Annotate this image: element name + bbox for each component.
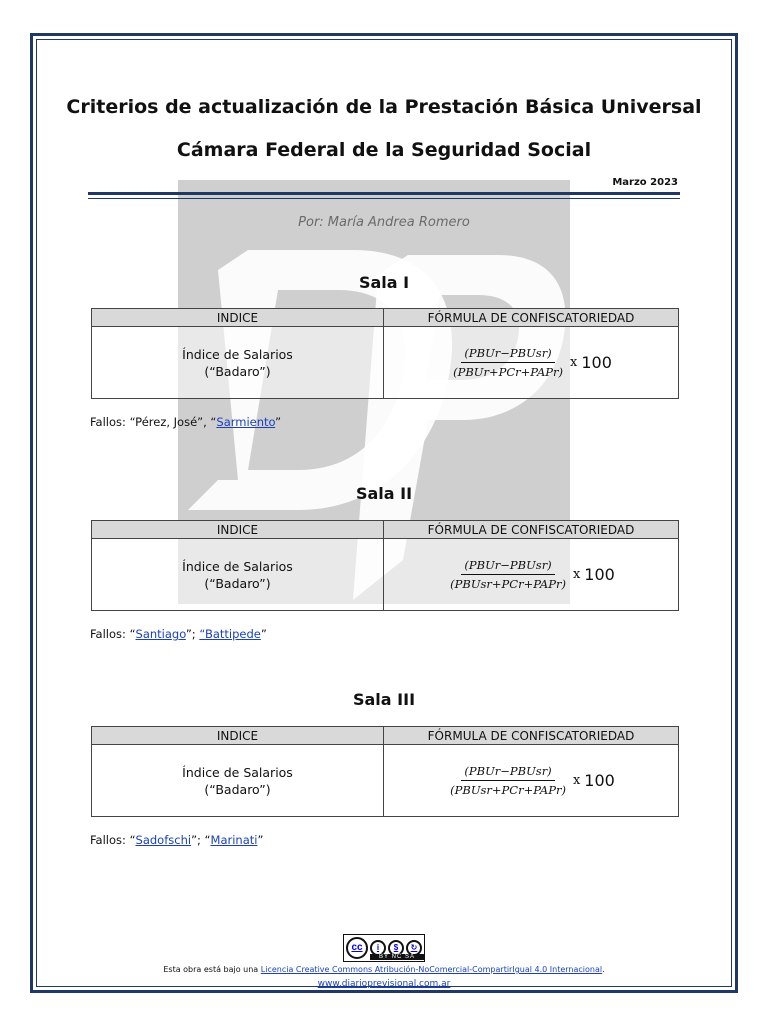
license-notice bbox=[60, 965, 708, 974]
sala-1-heading: Sala I bbox=[358, 273, 410, 292]
fallos-label: Fallos: bbox=[90, 627, 130, 641]
fallos-text: ” bbox=[275, 415, 282, 429]
table-header-row bbox=[92, 727, 679, 745]
cc-tags: BY NC SA bbox=[370, 954, 424, 960]
formula-fraction bbox=[447, 558, 569, 591]
formula-cell bbox=[384, 327, 679, 399]
sala-2-heading: Sala II bbox=[355, 484, 413, 503]
index-name: Índice de Salarios bbox=[182, 558, 293, 574]
sala-2-fallos bbox=[90, 627, 267, 641]
fallos-text: ” bbox=[260, 627, 267, 641]
formula-denominator: (PBUsr+PCr+PAPr) bbox=[450, 783, 566, 797]
formula-denominator: (PBUsr+PCr+PAPr) bbox=[450, 577, 566, 591]
author-line: Por: María Andrea Romero bbox=[298, 215, 470, 230]
confiscation-formula bbox=[447, 558, 615, 591]
sala-1-fallos bbox=[90, 415, 281, 429]
formula-column-header: FÓRMULA DE CONFISCATORIEDAD bbox=[384, 309, 679, 327]
fallo-link-santiago[interactable]: Santiago bbox=[135, 627, 186, 641]
table-row bbox=[92, 539, 679, 611]
by-icon: i bbox=[370, 940, 386, 956]
index-name: Índice de Salarios bbox=[182, 764, 293, 780]
website-link[interactable]: www.diarioprevisional.com.ar bbox=[317, 979, 451, 989]
index-name: Índice de Salarios bbox=[182, 346, 293, 362]
table-row bbox=[92, 327, 679, 399]
fallo-link-sadofschi[interactable]: Sadofschi bbox=[135, 833, 192, 847]
nc-icon: $ bbox=[388, 940, 404, 956]
table-header-row bbox=[92, 309, 679, 327]
formula-multiply-sign: x bbox=[570, 355, 578, 370]
formula-multiply-sign: x bbox=[572, 567, 581, 582]
formula-fraction bbox=[447, 764, 569, 797]
formula-factor: 100 bbox=[584, 565, 615, 584]
index-cell bbox=[92, 539, 384, 611]
sa-icon: ↻ bbox=[406, 940, 422, 956]
sala-3-fallos bbox=[90, 833, 263, 847]
formula-denominator: (PBUr+PCr+PAPr) bbox=[453, 365, 563, 379]
fallos-text: “Pérez, José”, “ bbox=[129, 415, 217, 429]
fallos-text: ” bbox=[257, 833, 264, 847]
header-rule-thin bbox=[88, 198, 680, 199]
formula-factor: 100 bbox=[584, 771, 615, 790]
license-prefix: Esta obra está bajo una bbox=[163, 965, 261, 974]
document-date: Marzo 2023 bbox=[612, 177, 678, 188]
index-column-header: INDICE bbox=[92, 521, 384, 539]
formula-numerator: (PBUr−PBUsr) bbox=[461, 346, 554, 363]
index-column-header: INDICE bbox=[92, 309, 384, 327]
fallos-label: Fallos: bbox=[90, 833, 130, 847]
index-cell bbox=[92, 327, 384, 399]
fallo-link-marinati[interactable]: Marinati bbox=[210, 833, 258, 847]
sala-2-table bbox=[91, 520, 679, 611]
formula-column-header: FÓRMULA DE CONFISCATORIEDAD bbox=[384, 727, 679, 745]
formula-numerator: (PBUr−PBUsr) bbox=[461, 764, 554, 781]
formula-multiply-sign: x bbox=[572, 773, 581, 788]
document-subtitle: Cámara Federal de la Seguridad Social bbox=[176, 139, 592, 161]
confiscation-formula bbox=[447, 764, 615, 797]
index-alias: (“Badaro”) bbox=[204, 575, 271, 591]
formula-cell bbox=[384, 539, 679, 611]
table-row bbox=[92, 745, 679, 817]
sala-1-table bbox=[91, 308, 679, 399]
license-link[interactable]: Licencia Creative Commons Atribución-NoComercial-CompartirIgual 4.0 Internacional bbox=[260, 965, 603, 974]
index-alias: (“Badaro”) bbox=[204, 781, 271, 797]
sala-3-table bbox=[91, 726, 679, 817]
formula-numerator: (PBUr−PBUsr) bbox=[461, 558, 554, 575]
fallos-text: “ bbox=[129, 627, 136, 641]
fallos-label: Fallos: bbox=[90, 415, 130, 429]
formula-column-header: FÓRMULA DE CONFISCATORIEDAD bbox=[384, 521, 679, 539]
confiscation-formula bbox=[450, 346, 612, 379]
formula-fraction bbox=[450, 346, 566, 379]
header-rule-thick bbox=[88, 192, 680, 195]
fallo-link-sarmiento[interactable]: Sarmiento bbox=[216, 415, 276, 429]
document-title: Criterios de actualización de la Prestación Básica Universal bbox=[66, 96, 702, 118]
cc-icon: cc bbox=[346, 937, 368, 959]
index-alias: (“Badaro”) bbox=[204, 363, 271, 379]
sala-3-heading: Sala III bbox=[352, 690, 416, 709]
fallo-link-battipede[interactable]: “Battipede bbox=[199, 627, 261, 641]
creative-commons-badge[interactable] bbox=[343, 934, 425, 962]
fallos-text: ”; “ bbox=[191, 833, 211, 847]
license-suffix: . bbox=[602, 965, 605, 974]
formula-cell bbox=[384, 745, 679, 817]
index-cell bbox=[92, 745, 384, 817]
formula-factor: 100 bbox=[581, 353, 612, 372]
table-header-row bbox=[92, 521, 679, 539]
fallos-text: “ bbox=[129, 833, 136, 847]
fallos-text: ”; bbox=[185, 627, 200, 641]
index-column-header: INDICE bbox=[92, 727, 384, 745]
